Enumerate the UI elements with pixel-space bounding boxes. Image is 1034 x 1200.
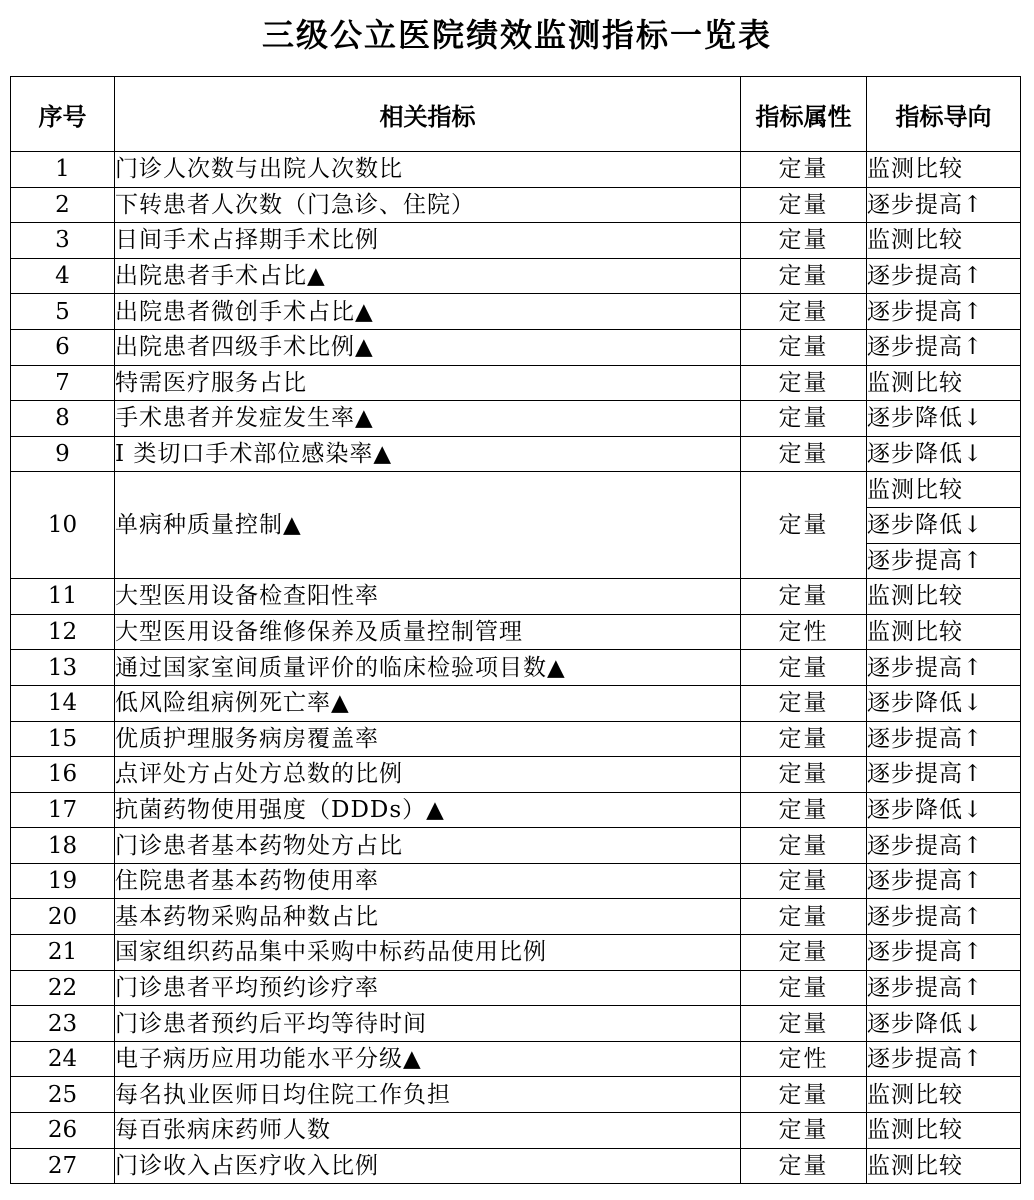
row-number: 14 [11, 685, 115, 721]
indicator-attribute: 定性 [741, 614, 867, 650]
indicator-direction: 逐步降低↓ [867, 507, 1021, 543]
table-row [11, 401, 1021, 437]
table-row [11, 614, 1021, 650]
indicator-name: 优质护理服务病房覆盖率 [115, 721, 741, 757]
table-row [11, 935, 1021, 971]
table-row [11, 685, 1021, 721]
indicator-name: 日间手术占择期手术比例 [115, 223, 741, 259]
row-number: 9 [11, 436, 115, 472]
indicator-name: 通过国家室间质量评价的临床检验项目数▲ [115, 650, 741, 686]
row-number: 2 [11, 187, 115, 223]
indicator-name: 每百张病床药师人数 [115, 1113, 741, 1149]
indicator-attribute: 定量 [741, 436, 867, 472]
row-number: 11 [11, 579, 115, 615]
table-row [11, 899, 1021, 935]
row-number: 19 [11, 863, 115, 899]
indicator-direction: 逐步提高↑ [867, 899, 1021, 935]
table-row [11, 258, 1021, 294]
row-number: 24 [11, 1041, 115, 1077]
indicator-name: 出院患者微创手术占比▲ [115, 294, 741, 330]
indicator-attribute: 定量 [741, 650, 867, 686]
indicator-name: 大型医用设备检查阳性率 [115, 579, 741, 615]
indicator-name: 门诊患者预约后平均等待时间 [115, 1006, 741, 1042]
indicator-name: 门诊收入占医疗收入比例 [115, 1148, 741, 1184]
indicator-direction: 逐步提高↑ [867, 970, 1021, 1006]
indicator-attribute: 定量 [741, 1006, 867, 1042]
table-header-row [11, 77, 1021, 152]
indicator-direction: 逐步提高↑ [867, 329, 1021, 365]
indicator-direction: 监测比较 [867, 614, 1021, 650]
indicator-attribute: 定量 [741, 935, 867, 971]
table-row [11, 1006, 1021, 1042]
indicator-direction: 监测比较 [867, 472, 1021, 508]
indicator-direction: 逐步降低↓ [867, 685, 1021, 721]
table-row [11, 721, 1021, 757]
indicator-name: 门诊人次数与出院人次数比 [115, 152, 741, 188]
table-row [11, 1148, 1021, 1184]
indicator-direction: 逐步提高↑ [867, 1041, 1021, 1077]
indicator-direction: 逐步提高↑ [867, 935, 1021, 971]
indicator-attribute: 定量 [741, 899, 867, 935]
indicator-name: 低风险组病例死亡率▲ [115, 685, 741, 721]
header-attribute: 指标属性 [741, 77, 867, 152]
indicator-direction: 逐步降低↓ [867, 792, 1021, 828]
indicator-attribute: 定量 [741, 258, 867, 294]
indicator-attribute: 定量 [741, 152, 867, 188]
indicator-name: I 类切口手术部位感染率▲ [115, 436, 741, 472]
indicator-direction: 监测比较 [867, 152, 1021, 188]
indicator-attribute: 定量 [741, 472, 867, 579]
indicator-name: 点评处方占处方总数的比例 [115, 757, 741, 793]
indicator-direction: 监测比较 [867, 223, 1021, 259]
indicator-direction: 逐步提高↑ [867, 258, 1021, 294]
table-row [11, 187, 1021, 223]
indicator-direction: 逐步提高↑ [867, 543, 1021, 579]
indicator-name: 单病种质量控制▲ [115, 472, 741, 579]
row-number: 25 [11, 1077, 115, 1113]
row-number: 8 [11, 401, 115, 437]
indicator-attribute: 定量 [741, 757, 867, 793]
header-direction: 指标导向 [867, 77, 1021, 152]
indicator-attribute: 定量 [741, 970, 867, 1006]
indicator-attribute: 定量 [741, 365, 867, 401]
table-row [11, 970, 1021, 1006]
row-number: 6 [11, 329, 115, 365]
indicator-name: 下转患者人次数（门急诊、住院） [115, 187, 741, 223]
indicator-attribute: 定量 [741, 223, 867, 259]
row-number: 17 [11, 792, 115, 828]
indicator-name: 基本药物采购品种数占比 [115, 899, 741, 935]
indicator-direction: 逐步提高↑ [867, 294, 1021, 330]
table-row [11, 579, 1021, 615]
indicator-direction: 监测比较 [867, 365, 1021, 401]
indicator-table [10, 76, 1021, 1184]
header-indicator: 相关指标 [115, 77, 741, 152]
indicator-attribute: 定量 [741, 294, 867, 330]
table-row [11, 436, 1021, 472]
indicator-direction: 监测比较 [867, 1148, 1021, 1184]
indicator-name: 每名执业医师日均住院工作负担 [115, 1077, 741, 1113]
table-row [11, 650, 1021, 686]
header-seq: 序号 [11, 77, 115, 152]
row-number: 10 [11, 472, 115, 579]
table-body [11, 152, 1021, 1184]
indicator-attribute: 定量 [741, 187, 867, 223]
table-row [11, 365, 1021, 401]
row-number: 1 [11, 152, 115, 188]
indicator-direction: 逐步降低↓ [867, 401, 1021, 437]
indicator-direction: 逐步提高↑ [867, 757, 1021, 793]
row-number: 18 [11, 828, 115, 864]
row-number: 15 [11, 721, 115, 757]
table-row [11, 1041, 1021, 1077]
indicator-name: 大型医用设备维修保养及质量控制管理 [115, 614, 741, 650]
indicator-name: 门诊患者基本药物处方占比 [115, 828, 741, 864]
indicator-name: 出院患者四级手术比例▲ [115, 329, 741, 365]
indicator-attribute: 定量 [741, 579, 867, 615]
indicator-name: 抗菌药物使用强度（DDDs）▲ [115, 792, 741, 828]
indicator-direction: 逐步降低↓ [867, 436, 1021, 472]
indicator-direction: 逐步提高↑ [867, 828, 1021, 864]
indicator-direction: 逐步提高↑ [867, 721, 1021, 757]
row-number: 13 [11, 650, 115, 686]
table-row [11, 863, 1021, 899]
indicator-direction: 逐步提高↑ [867, 187, 1021, 223]
indicator-attribute: 定量 [741, 721, 867, 757]
table-row [11, 329, 1021, 365]
indicator-attribute: 定量 [741, 1148, 867, 1184]
indicator-attribute: 定量 [741, 1077, 867, 1113]
row-number: 21 [11, 935, 115, 971]
indicator-attribute: 定量 [741, 863, 867, 899]
indicator-name: 电子病历应用功能水平分级▲ [115, 1041, 741, 1077]
indicator-attribute: 定量 [741, 329, 867, 365]
row-number: 26 [11, 1113, 115, 1149]
row-number: 4 [11, 258, 115, 294]
indicator-direction: 逐步提高↑ [867, 650, 1021, 686]
table-row [11, 792, 1021, 828]
indicator-direction: 逐步提高↑ [867, 863, 1021, 899]
table-row [11, 223, 1021, 259]
table-row [11, 294, 1021, 330]
row-number: 7 [11, 365, 115, 401]
row-number: 3 [11, 223, 115, 259]
table-row [11, 828, 1021, 864]
row-number: 23 [11, 1006, 115, 1042]
row-number: 16 [11, 757, 115, 793]
row-number: 22 [11, 970, 115, 1006]
indicator-direction: 逐步降低↓ [867, 1006, 1021, 1042]
indicator-attribute: 定量 [741, 401, 867, 437]
indicator-attribute: 定量 [741, 828, 867, 864]
indicator-attribute: 定量 [741, 685, 867, 721]
indicator-name: 特需医疗服务占比 [115, 365, 741, 401]
indicator-attribute: 定量 [741, 1113, 867, 1149]
indicator-direction: 监测比较 [867, 579, 1021, 615]
table-row [11, 1077, 1021, 1113]
indicator-name: 出院患者手术占比▲ [115, 258, 741, 294]
row-number: 27 [11, 1148, 115, 1184]
indicator-name: 国家组织药品集中采购中标药品使用比例 [115, 935, 741, 971]
table-row [11, 472, 1021, 508]
table-row [11, 757, 1021, 793]
indicator-name: 住院患者基本药物使用率 [115, 863, 741, 899]
row-number: 12 [11, 614, 115, 650]
indicator-attribute: 定性 [741, 1041, 867, 1077]
row-number: 5 [11, 294, 115, 330]
indicator-name: 手术患者并发症发生率▲ [115, 401, 741, 437]
indicator-name: 门诊患者平均预约诊疗率 [115, 970, 741, 1006]
table-row [11, 1113, 1021, 1149]
indicator-direction: 监测比较 [867, 1077, 1021, 1113]
page-title: 三级公立医院绩效监测指标一览表 [261, 16, 772, 54]
indicator-direction: 监测比较 [867, 1113, 1021, 1149]
indicator-attribute: 定量 [741, 792, 867, 828]
table-row [11, 152, 1021, 188]
row-number: 20 [11, 899, 115, 935]
